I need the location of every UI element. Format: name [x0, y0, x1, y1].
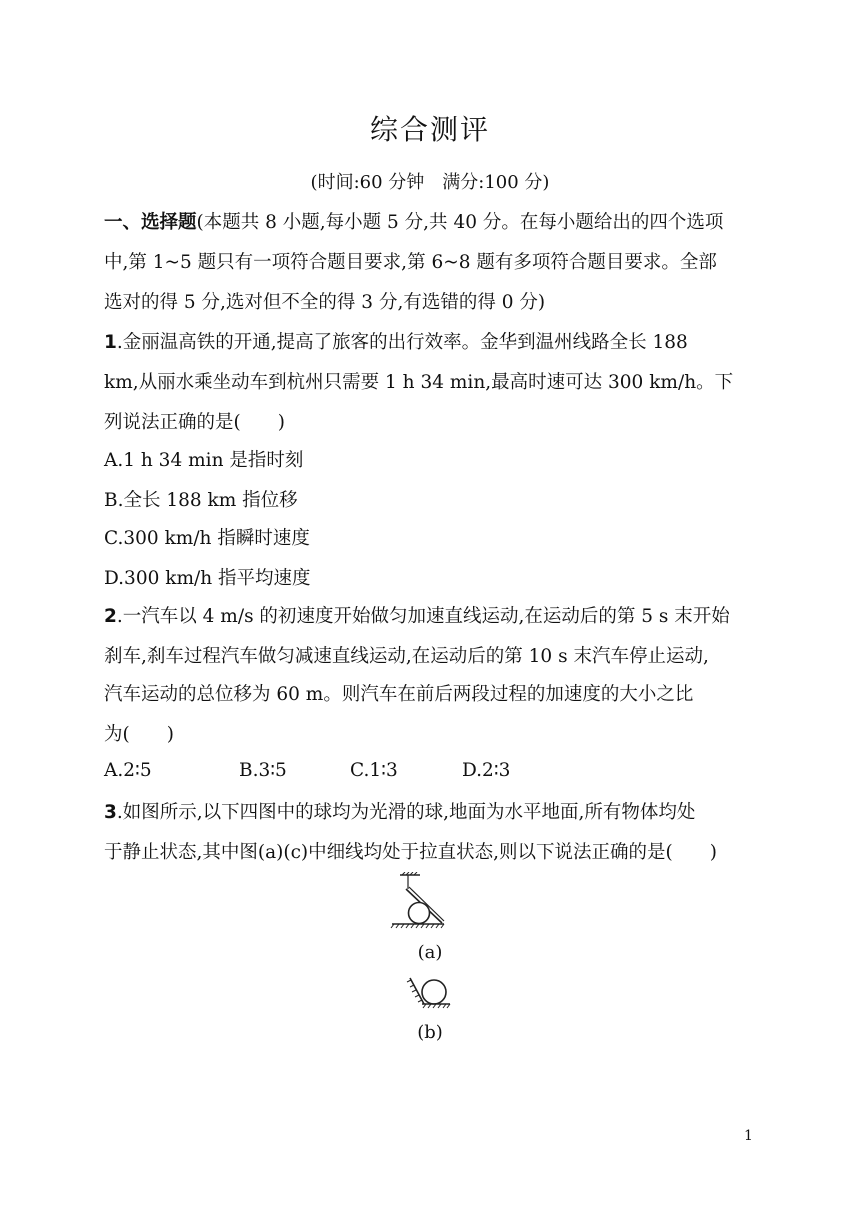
- section-intro-line-1: [104, 208, 764, 234]
- q2-option-d: D.2∶3: [462, 760, 511, 781]
- q1-option-d: D.300 km/h 指平均速度: [104, 568, 311, 589]
- exam-time-info: (时间:60 分钟 满分:100 分): [310, 172, 550, 193]
- q1-line-1: [104, 328, 764, 354]
- q1-text-1: .金丽温高铁的开通,提高了旅客的出行效率。金华到温州线路全长 188: [116, 332, 688, 353]
- q2-line-2: 刹车,刹车过程汽车做匀减速直线运动,在运动后的第 10 s 末汽车停止运动,: [104, 646, 709, 667]
- q2-line-3: 汽车运动的总位移为 60 m。则汽车在前后两段过程的加速度的大小之比: [104, 684, 694, 705]
- page-title: 综合测评: [369, 113, 490, 146]
- q2-line-4: 为( ): [104, 724, 174, 745]
- section-desc-1: (本题共 8 小题,每小题 5 分,共 40 分。在每小题给出的四个选项: [196, 212, 724, 233]
- q3-text-1: .如图所示,以下四图中的球均为光滑的球,地面为水平地面,所有物体均处: [116, 802, 696, 823]
- q1-option-a: A.1 h 34 min 是指时刻: [104, 450, 304, 471]
- q1-number: 1: [104, 332, 117, 353]
- q1-line-2: km,从丽水乘坐动车到杭州只需要 1 h 34 min,最高时速可达 300 km/h。下: [104, 372, 734, 393]
- q3-number: 3: [104, 802, 117, 823]
- q2-option-c: C.1∶3: [350, 760, 398, 781]
- q1-option-b: B.全长 188 km 指位移: [104, 490, 298, 511]
- q1-option-c: C.300 km/h 指瞬时速度: [104, 528, 310, 549]
- q1-line-3: 列说法正确的是( ): [104, 412, 285, 433]
- figure-b-caption: (b): [417, 1022, 443, 1043]
- q2-line-1: [104, 602, 764, 628]
- section-desc-2: 中,第 1~5 题只有一项符合题目要求,第 6~8 题有多项符合题目要求。全部: [104, 252, 717, 273]
- figure-a-diagram: [388, 872, 448, 930]
- section-desc-3: 选对的得 5 分,选对但不全的得 3 分,有选错的得 0 分): [104, 292, 546, 313]
- q2-number: 2: [104, 606, 117, 627]
- q3-line-1: [104, 798, 764, 824]
- section-heading: 一、选择题: [104, 212, 197, 233]
- figure-b-diagram: [404, 974, 452, 1010]
- q2-text-1: .一汽车以 4 m/s 的初速度开始做匀加速直线运动,在运动后的第 5 s 末开始: [116, 606, 730, 627]
- page-number: 1: [744, 1128, 753, 1144]
- q2-option-b: B.3∶5: [239, 760, 287, 781]
- figure-a-caption: (a): [417, 942, 443, 963]
- q2-option-a: A.2∶5: [104, 760, 152, 781]
- q3-line-2: 于静止状态,其中图(a)(c)中细线均处于拉直状态,则以下说法正确的是( ): [104, 842, 717, 863]
